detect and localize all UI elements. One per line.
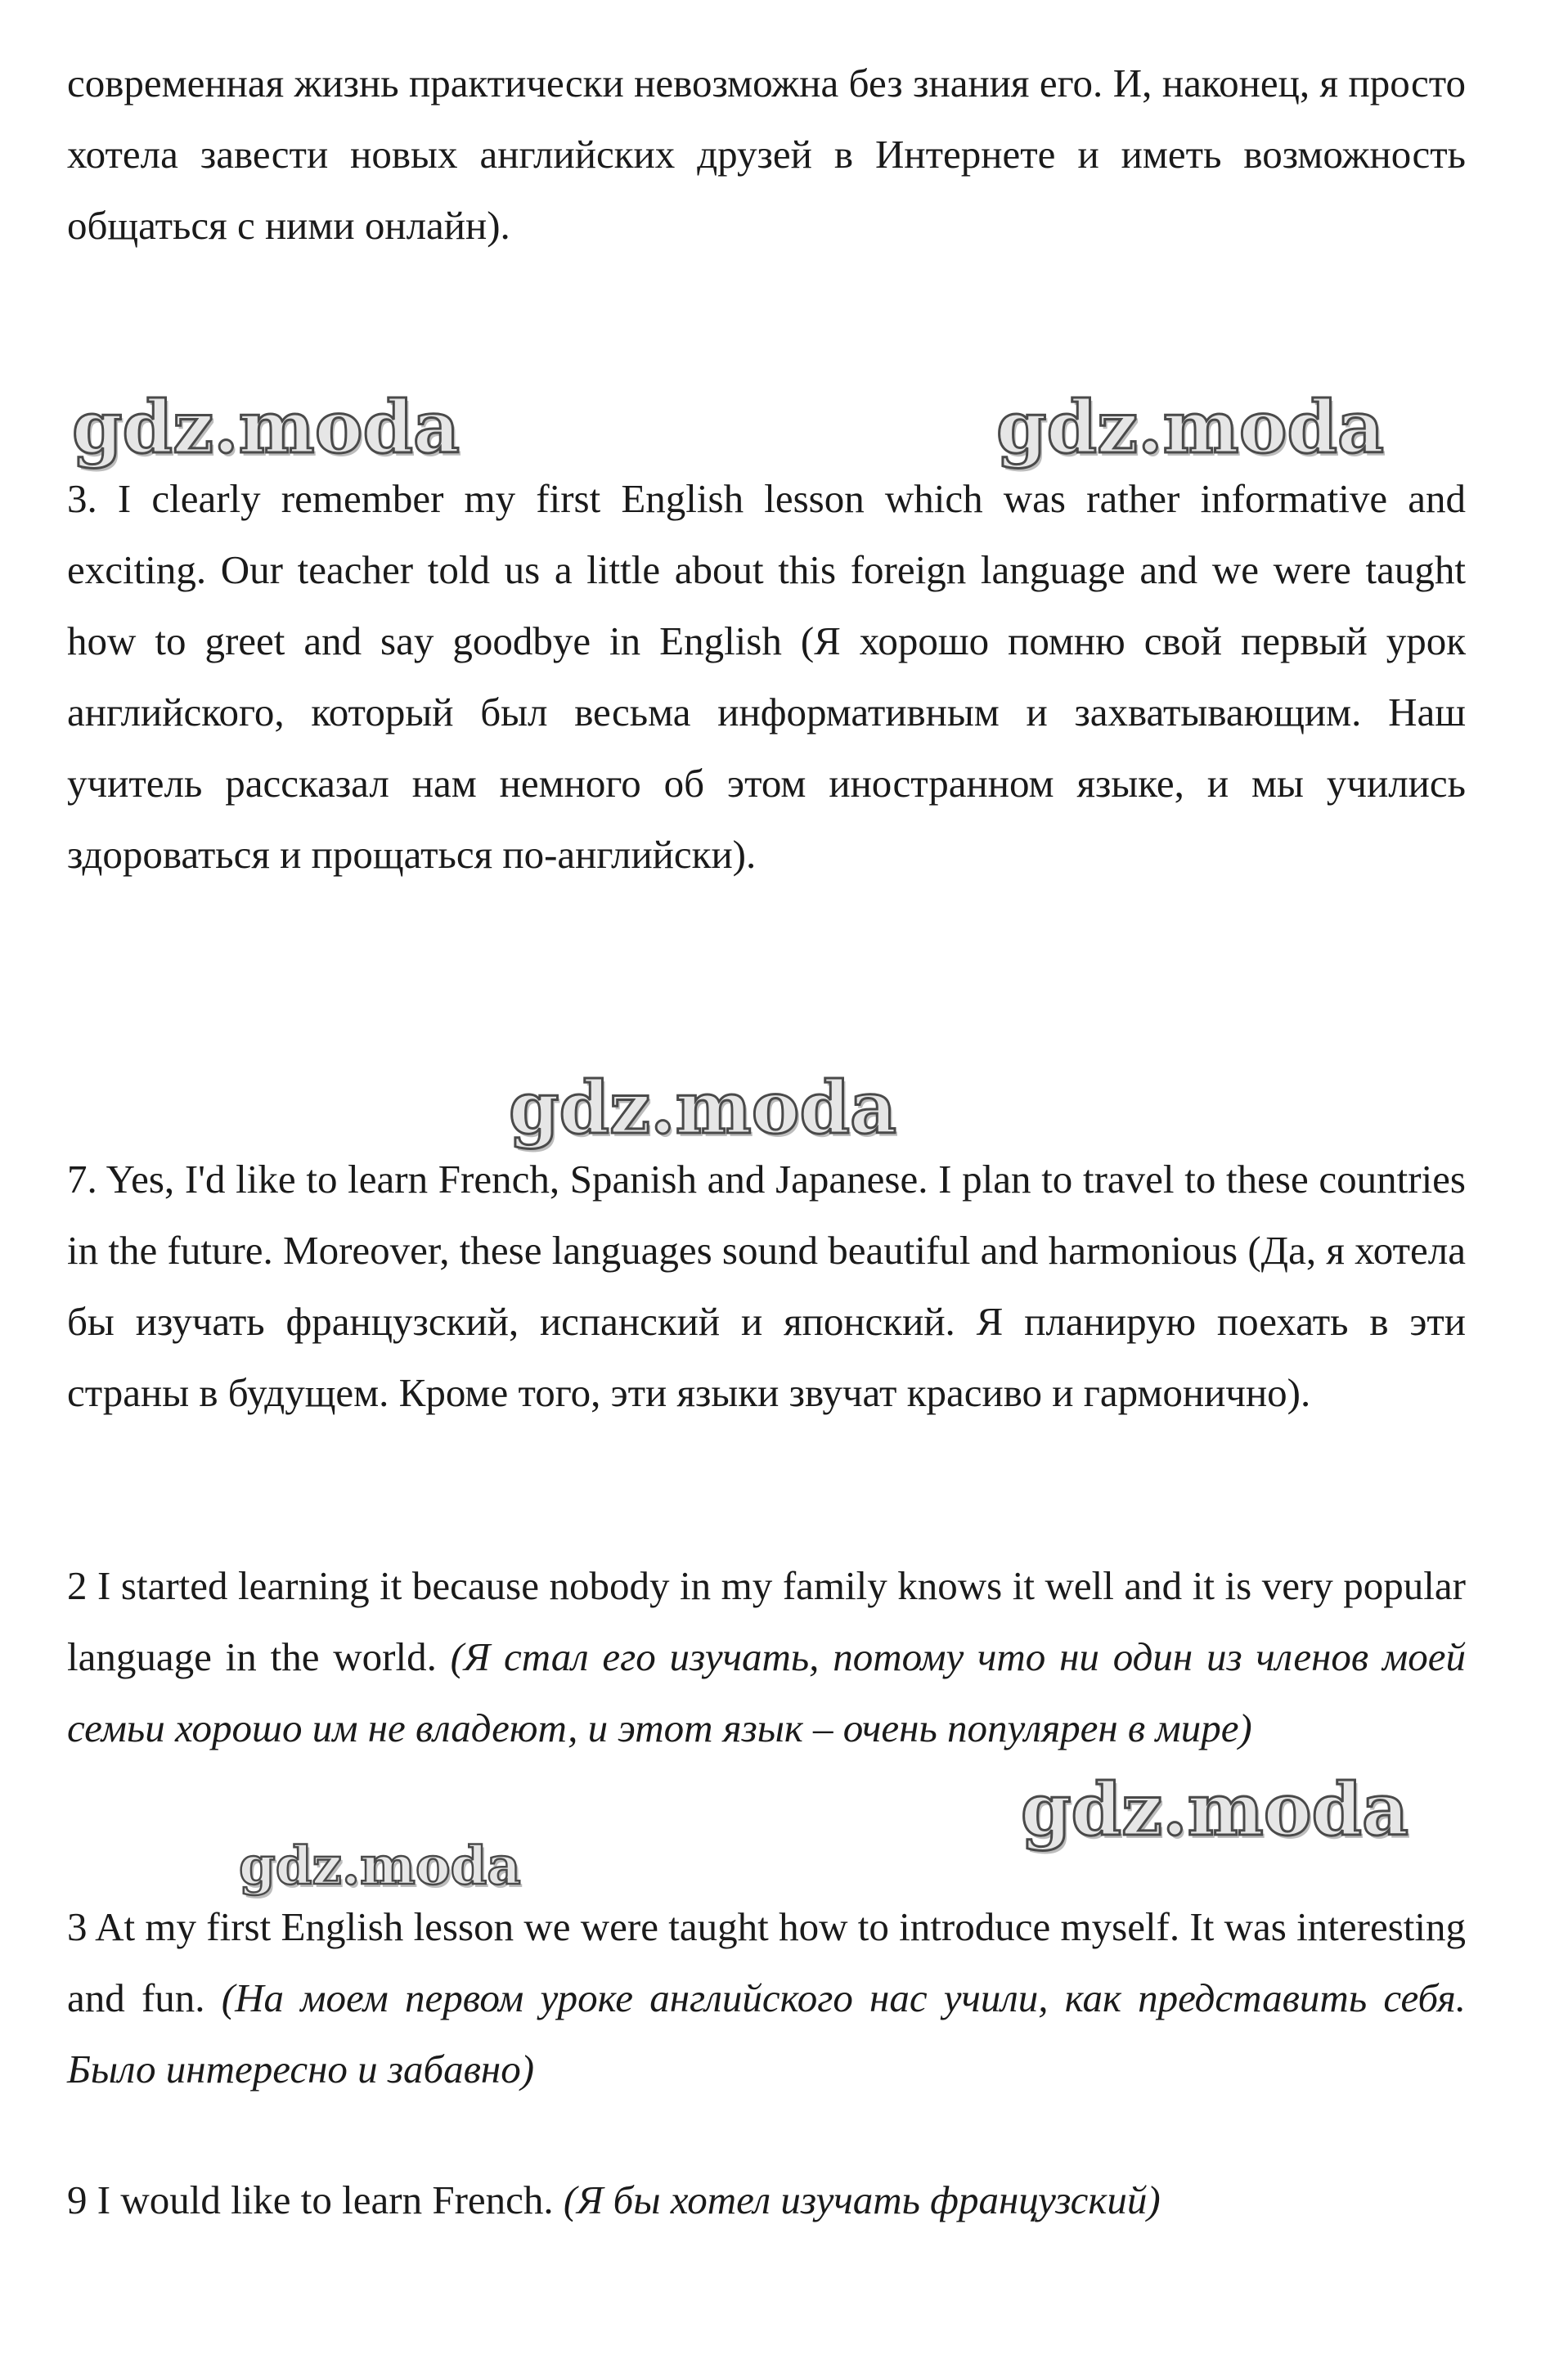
answer-paragraph-2: [67, 1550, 1466, 1764]
paragraph-text: 3 At my first English lesson we were taught how to introduce myself. It was interesting and fun.: [67, 1904, 1466, 2020]
paragraph-text: современная жизнь практически невозможна без знания его. И, наконец, я просто хотела завести новых английских друзей в Интернете и иметь возможность общаться с ними онлайн).: [67, 61, 1466, 248]
answer-paragraph-3: [67, 463, 1466, 890]
paragraph-translation: (На моем первом уроке английского нас учили, как представить себя. Было интересно и забавно): [67, 1975, 1466, 2092]
answer-paragraph-7: [67, 1144, 1466, 1428]
paragraph-text: 3. I clearly remember my first English lesson which was rather informative and exciting. Our teacher told us a little about this foreign language and we were taught how to greet and say goodbye in English (Я хорошо помню свой первый урок английского, который был весьма информативным и захватывающим. Наш учитель рассказал нам немного об этом иностранном языке, и мы учились здороваться и прощаться по-английски).: [67, 476, 1466, 877]
watermark-logo: gdz.moda: [72, 384, 461, 470]
paragraph-translation: (Я стал его изучать, потому что ни один из членов моей семьи хорошо им не владеют, и этот язык – очень популярен в мире): [67, 1634, 1467, 1750]
paragraph-text: 2 I started learning it because nobody in my family knows it well and it is very popular language in the world.: [67, 1563, 1466, 1679]
watermark-logo: gdz.moda: [509, 1065, 897, 1150]
watermark-logo: gdz.moda: [1021, 1767, 1409, 1852]
paragraph-text: 9 I would like to learn French.: [67, 2177, 564, 2222]
watermark-logo: gdz.moda: [239, 1836, 521, 1897]
answer-paragraph-3b: [67, 1891, 1466, 2105]
answer-paragraph-9: [67, 2164, 1466, 2235]
paragraph-translation: (Я бы хотел изучать французский): [563, 2177, 1161, 2222]
paragraph-text: 7. Yes, I'd like to learn French, Spanish and Japanese. I plan to travel to these countries in the future. Moreover, these languages sound beautiful and harmonious (Да, я хотела бы изучать французский, испанский и японский. Я планирую поехать в эти страны в будущем. Кроме того, эти языки звучат красиво и гармонично).: [67, 1157, 1466, 1415]
paragraph-continuation: [67, 47, 1466, 261]
watermark-logo: gdz.moda: [996, 384, 1385, 470]
